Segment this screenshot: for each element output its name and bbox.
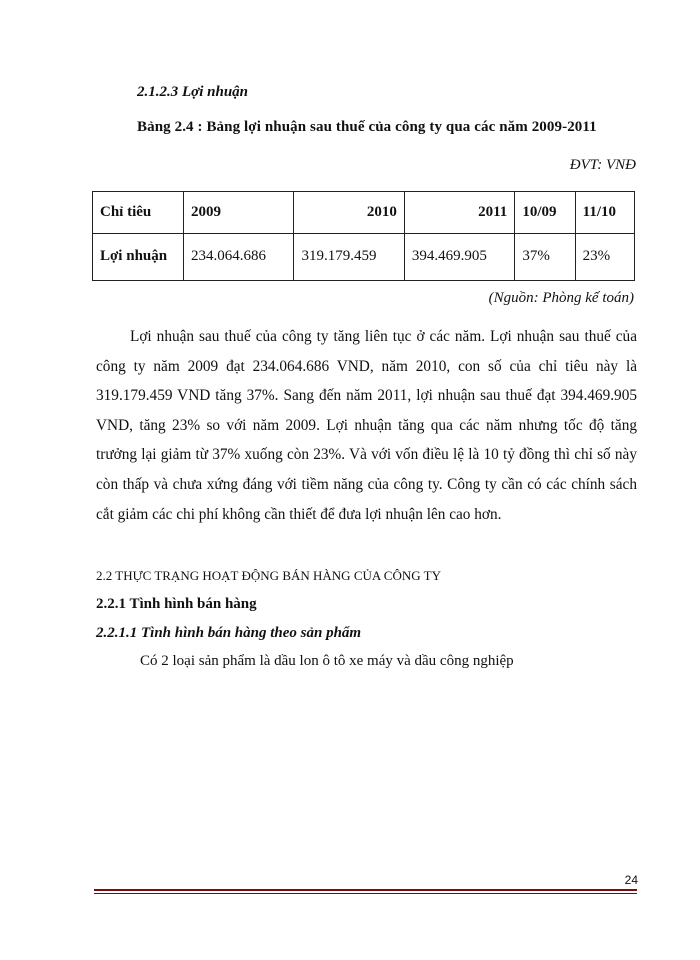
source-note: (Nguồn: Phòng kế toán) [488, 290, 634, 306]
row-cell-10-09: 37% [515, 233, 575, 280]
subheading-profit: 2.1.2.3 Lợi nhuận [137, 84, 248, 100]
body-line-products: Có 2 loại sản phẩm là dầu lon ô tô xe máy và dầu công nghiệp [140, 653, 514, 669]
table-caption: Bảng 2.4 : Bảng lợi nhuận sau thuế của công ty qua các năm 2009-2011 [137, 119, 597, 135]
footer-rule-thin [94, 893, 637, 894]
header-cell-2011: 2011 [404, 192, 514, 234]
header-cell-indicator: Chỉ tiêu [93, 192, 184, 234]
header-cell-2009: 2009 [184, 192, 294, 234]
row-cell-2009: 234.064.686 [184, 233, 294, 280]
unit-label: ĐVT: VNĐ [569, 157, 636, 173]
header-cell-10-09: 10/09 [515, 192, 575, 234]
body-paragraph: Lợi nhuận sau thuế của công ty tăng liên tục ở các năm. Lợi nhuận sau thuế của công ty năm 2009 đạt 234.064.686 VND, năm 2010, con số của chỉ tiêu này là 319.179.459 VND tăng 37%. Sang đến năm 2011, lợi nhuận sau thuế đạt 394.469.905 VND, tăng 23% so với năm 2009. Lợi nhuận tăng qua các năm nhưng tốc độ tăng trưởng lại giảm từ 37% xuống còn 23%. Và với vốn điều lệ là 10 tỷ đồng thì chỉ số này còn thấp và chưa xứng đáng với tiềm năng của công ty. Công ty cần có các chính sách cắt giảm các chi phí không cần thiết để đưa lợi nhuận lên cao hơn. [96, 328, 637, 523]
heading-2-2-1: 2.2.1 Tình hình bán hàng [96, 596, 257, 612]
row-cell-2011: 394.469.905 [404, 233, 514, 280]
header-cell-11-10: 11/10 [575, 192, 634, 234]
profit-table [92, 191, 635, 281]
heading-2-2: 2.2 THỰC TRẠNG HOẠT ĐỘNG BÁN HÀNG CỦA CÔNG TY [96, 568, 441, 583]
page-number: 24 [624, 873, 638, 887]
table-row [93, 233, 635, 280]
header-cell-2010: 2010 [294, 192, 404, 234]
row-cell-11-10: 23% [575, 233, 634, 280]
heading-2-2-1-1: 2.2.1.1 Tình hình bán hàng theo sản phẩm [96, 625, 362, 641]
footer-rule [94, 889, 637, 891]
row-cell-label: Lợi nhuận [93, 233, 184, 280]
row-cell-2010: 319.179.459 [294, 233, 404, 280]
table-header-row [93, 192, 635, 234]
